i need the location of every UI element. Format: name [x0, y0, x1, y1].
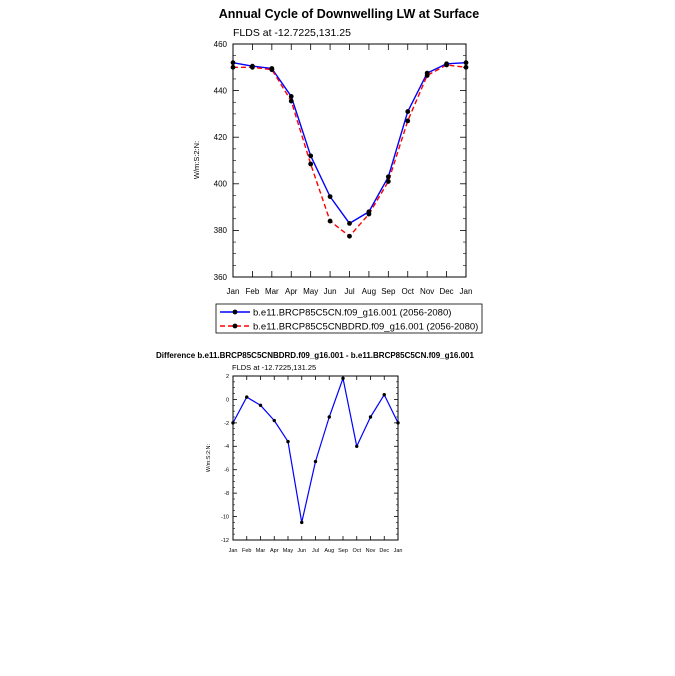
chart-1-ytick-label: 360 [213, 272, 227, 282]
chart-1-xtick-label: May [303, 287, 319, 296]
chart-2-xtick-label: May [282, 548, 294, 554]
chart-1-series-2-point [231, 65, 236, 70]
chart-1-series-1-point [405, 109, 410, 114]
chart-1-xtick-label: Aug [361, 287, 377, 296]
chart-2-series-1-point [328, 415, 331, 418]
chart-2-xtick-label: Aug [324, 548, 335, 554]
chart-2-xtick-label: Dec [379, 548, 390, 554]
chart-1-series-2-point [328, 219, 333, 224]
chart-2-series-1-line [233, 378, 398, 522]
chart-2-series-1-point [355, 445, 358, 448]
chart-2-series-1-point [231, 421, 234, 424]
chart-2-ytick-label: -12 [221, 537, 229, 544]
chart-1-xtick-label: Jan [459, 287, 473, 296]
chart-1-ytick-label: 420 [213, 133, 227, 142]
chart-1-xtick-label: Oct [401, 287, 414, 296]
legend-label-series-2: b.e11.BRCP85C5CNBDRD.f09_g16.001 (2056-2080) [253, 321, 479, 333]
legend-marker-series-1 [233, 310, 238, 315]
chart-2-series-1-point [300, 521, 303, 524]
chart-1-series-2-point [405, 118, 410, 123]
chart-1-series-2-point [425, 73, 430, 78]
chart-1-series-1-point [347, 221, 352, 226]
chart-2-xtick-label: Jul [311, 548, 320, 554]
chart-1-xtick-label: Mar [264, 287, 279, 296]
chart-2-ytick-label: -6 [224, 467, 229, 474]
chart-1-xtick-label: Jul [344, 287, 355, 296]
chart-2-xtick-label: Oct [352, 548, 362, 554]
chart-1-series-2-point [386, 179, 391, 184]
chart-1-xtick-label: Nov [420, 287, 435, 296]
chart-2-frame [233, 376, 398, 540]
top-chart-ylabel: W/m:S:2:N: [192, 140, 201, 180]
chart-2-series-1-point [273, 419, 276, 422]
chart-2-xtick-label: Nov [365, 548, 376, 554]
chart-1-xtick-label: Sep [381, 287, 396, 296]
chart-1-series-2-point [444, 63, 449, 68]
chart-1-xtick-label: Feb [245, 287, 260, 296]
chart-1-series-1-line [233, 63, 466, 224]
chart-2-ytick-label: -2 [224, 420, 229, 427]
chart-2-series-1-point [369, 415, 372, 418]
chart-1-series-1-point [386, 174, 391, 179]
chart-1-ytick-label: 400 [213, 179, 227, 189]
chart-2-ytick-label: -4 [224, 444, 229, 451]
chart-2-series-1-point [383, 393, 386, 396]
chart-1-series-2-point [347, 234, 352, 239]
chart-2-series-1-point [259, 404, 262, 407]
chart-1-series-2-point [289, 99, 294, 104]
chart-1-series-1-point [231, 60, 236, 65]
chart-2-xtick-label: Sep [338, 548, 348, 554]
chart-1-xtick-label: Jun [323, 287, 337, 296]
chart-2-ytick-label: -8 [224, 491, 229, 498]
legend [216, 304, 482, 333]
bottom-chart-subtitle: FLDS at -12.7225,131.25 [232, 363, 317, 372]
chart-2-xtick-label: Apr [269, 548, 279, 554]
bottom-chart-title: Difference b.e11.BRCP85C5CNBDRD.f09_g16.001 - b.e11.BRCP85C5CN.f09_g16.001 [156, 351, 474, 360]
chart-2-ytick-label: 2 [225, 373, 229, 380]
chart-1-xtick-label: Apr [285, 287, 298, 296]
top-plot-area [214, 40, 473, 296]
chart-1-xtick-label: Dec [439, 287, 454, 296]
legend-marker-series-2 [233, 324, 238, 329]
chart-1-xtick-label: Jan [226, 287, 240, 296]
chart-1-series-2-point [367, 212, 372, 217]
chart-1-ytick-label: 460 [213, 39, 227, 49]
chart-1-series-1-point [328, 194, 333, 199]
chart-1-series-1-point [289, 94, 294, 99]
chart-2-series-1-point [245, 395, 248, 398]
chart-2-xtick-label: Jan [228, 548, 238, 554]
top-chart-title: Annual Cycle of Downwelling LW at Surface [218, 7, 480, 21]
chart-2-series-1-point [314, 460, 317, 463]
chart-2-xtick-label: Feb [242, 548, 252, 554]
chart-2-series-1-point [341, 377, 344, 380]
chart-2-series-1-point [286, 440, 289, 443]
chart-1-series-2-line [233, 65, 466, 236]
chart-1-frame [233, 44, 466, 277]
chart-1-series-2-point [308, 162, 313, 167]
bottom-plot-area [221, 374, 402, 554]
chart-1-series-1-point [308, 153, 313, 158]
chart-2-xtick-label: Jan [393, 548, 403, 554]
chart-1-series-2-point [269, 67, 274, 72]
bottom-chart-ylabel: W/m:S:2:N: [206, 443, 212, 473]
chart-1-series-2-point [250, 65, 255, 70]
top-chart-subtitle: FLDS at -12.7225,131.25 [233, 27, 351, 39]
chart-2-xtick-label: Jun [297, 548, 307, 554]
chart-1-series-1-point [464, 60, 469, 65]
chart-2-xtick-label: Mar [255, 548, 266, 554]
chart-1-ytick-label: 380 [213, 226, 227, 236]
chart-2-ytick-label: -10 [221, 514, 229, 521]
chart-2-ytick-label: 0 [225, 397, 229, 404]
chart-2-series-1-point [396, 421, 399, 424]
legend-label-series-1: b.e11.BRCP85C5CN.f09_g16.001 (2056-2080) [253, 307, 452, 319]
chart-1-ytick-label: 440 [213, 86, 227, 96]
chart-1-series-2-point [464, 65, 469, 70]
